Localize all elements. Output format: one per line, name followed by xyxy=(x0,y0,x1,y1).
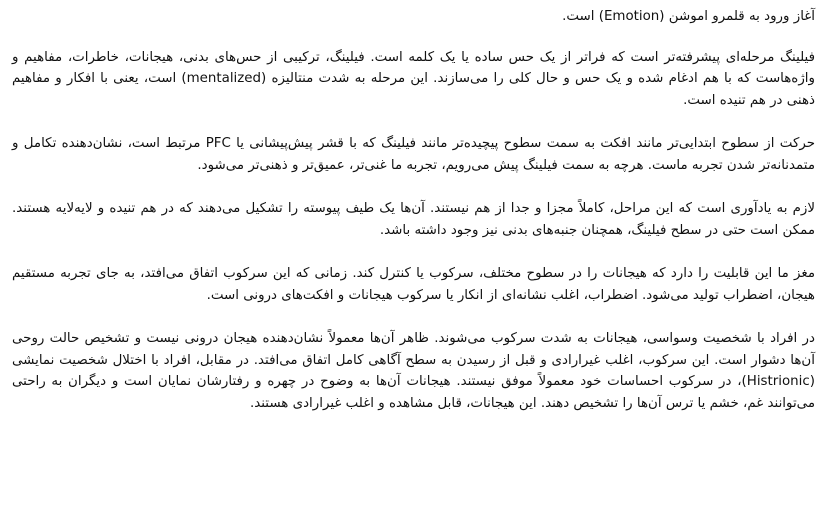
paragraph-affect-to-feeling: حرکت از سطوح ابتدایی‌تر مانند افکت به سمت سطوح پیچیده‌تر مانند فیلینگ که با قشر پیش‌پیشانی یا PFC مرتبط است، نشان‌دهنده تکامل و متمدنانه‌تر شدن تجربه ماست. هرچه به سمت فیلینگ پیش می‌رویم، تجربه ما غنی‌تر، عمیق‌تر و ذهنی‌تر می‌شود. xyxy=(12,136,815,173)
paragraph-feeling: فیلینگ مرحله‌ای پیشرفته‌تر است که فراتر از یک حس ساده یا یک کلمه است. فیلینگ، ترکیبی از حس‌های بدنی، هیجانات، خاطرات، مفاهیم و واژه‌هاست که با هم ادغام شده و یک حس و حال کلی را می‌سازند. این مرحله به شدت منتالیزه (mentalized) است، یعنی با افکار و مفاهیم ذهنی در هم تنیده است. xyxy=(12,49,815,108)
paragraph-emotion-intro: آغاز ورود به قلمرو اموشن (Emotion) است. xyxy=(562,9,815,24)
paragraph-personality-types: در افراد با شخصیت وسواسی، هیجانات به شدت سرکوب می‌شوند. ظاهر آن‌ها معمولاً نشان‌دهنده هیجان درونی نیست و تشخیص حالت روحی آن‌ها دشوار است. این سرکوب، اغلب غیرارادی و قبل از رسیدن به سطح آگاهی کامل اتفاق می‌افتد. در مقابل، افراد با اختلال شخصیت نمایشی (Histrionic)، در سرکوب احساسات خود معمولاً موفق نیستند. هیجانات آن‌ها به وضوح در چهره و رفتارشان نمایان است و دیگران به راحتی می‌توانند غم، خشم یا ترس آن‌ها را تشخیص دهند. این هیجانات، قابل مشاهده و اغلب غیرارادی هستند. xyxy=(12,331,815,411)
paragraph-suppression: مغز ما این قابلیت را دارد که هیجانات را در سطوح مختلف، سرکوب یا کنترل کند. زمانی که این سرکوب اتفاق می‌افتد، به جای تجربه مستقیم هیجان، اضطراب تولید می‌شود. اضطراب، اغلب نشانه‌ای از انکار یا سرکوب هیجانات و افکت‌های درونی است. xyxy=(12,266,815,303)
document-body xyxy=(12,6,815,414)
paragraph-continuum: لازم به یادآوری است که این مراحل، کاملاً مجزا و جدا از هم نیستند. آن‌ها یک طیف پیوسته را تشکیل می‌دهند که در هم تنیده و لایه‌لایه هستند. ممکن است حتی در سطح فیلینگ، همچنان جنبه‌های بدنی نیز وجود داشته باشد. xyxy=(12,201,815,238)
